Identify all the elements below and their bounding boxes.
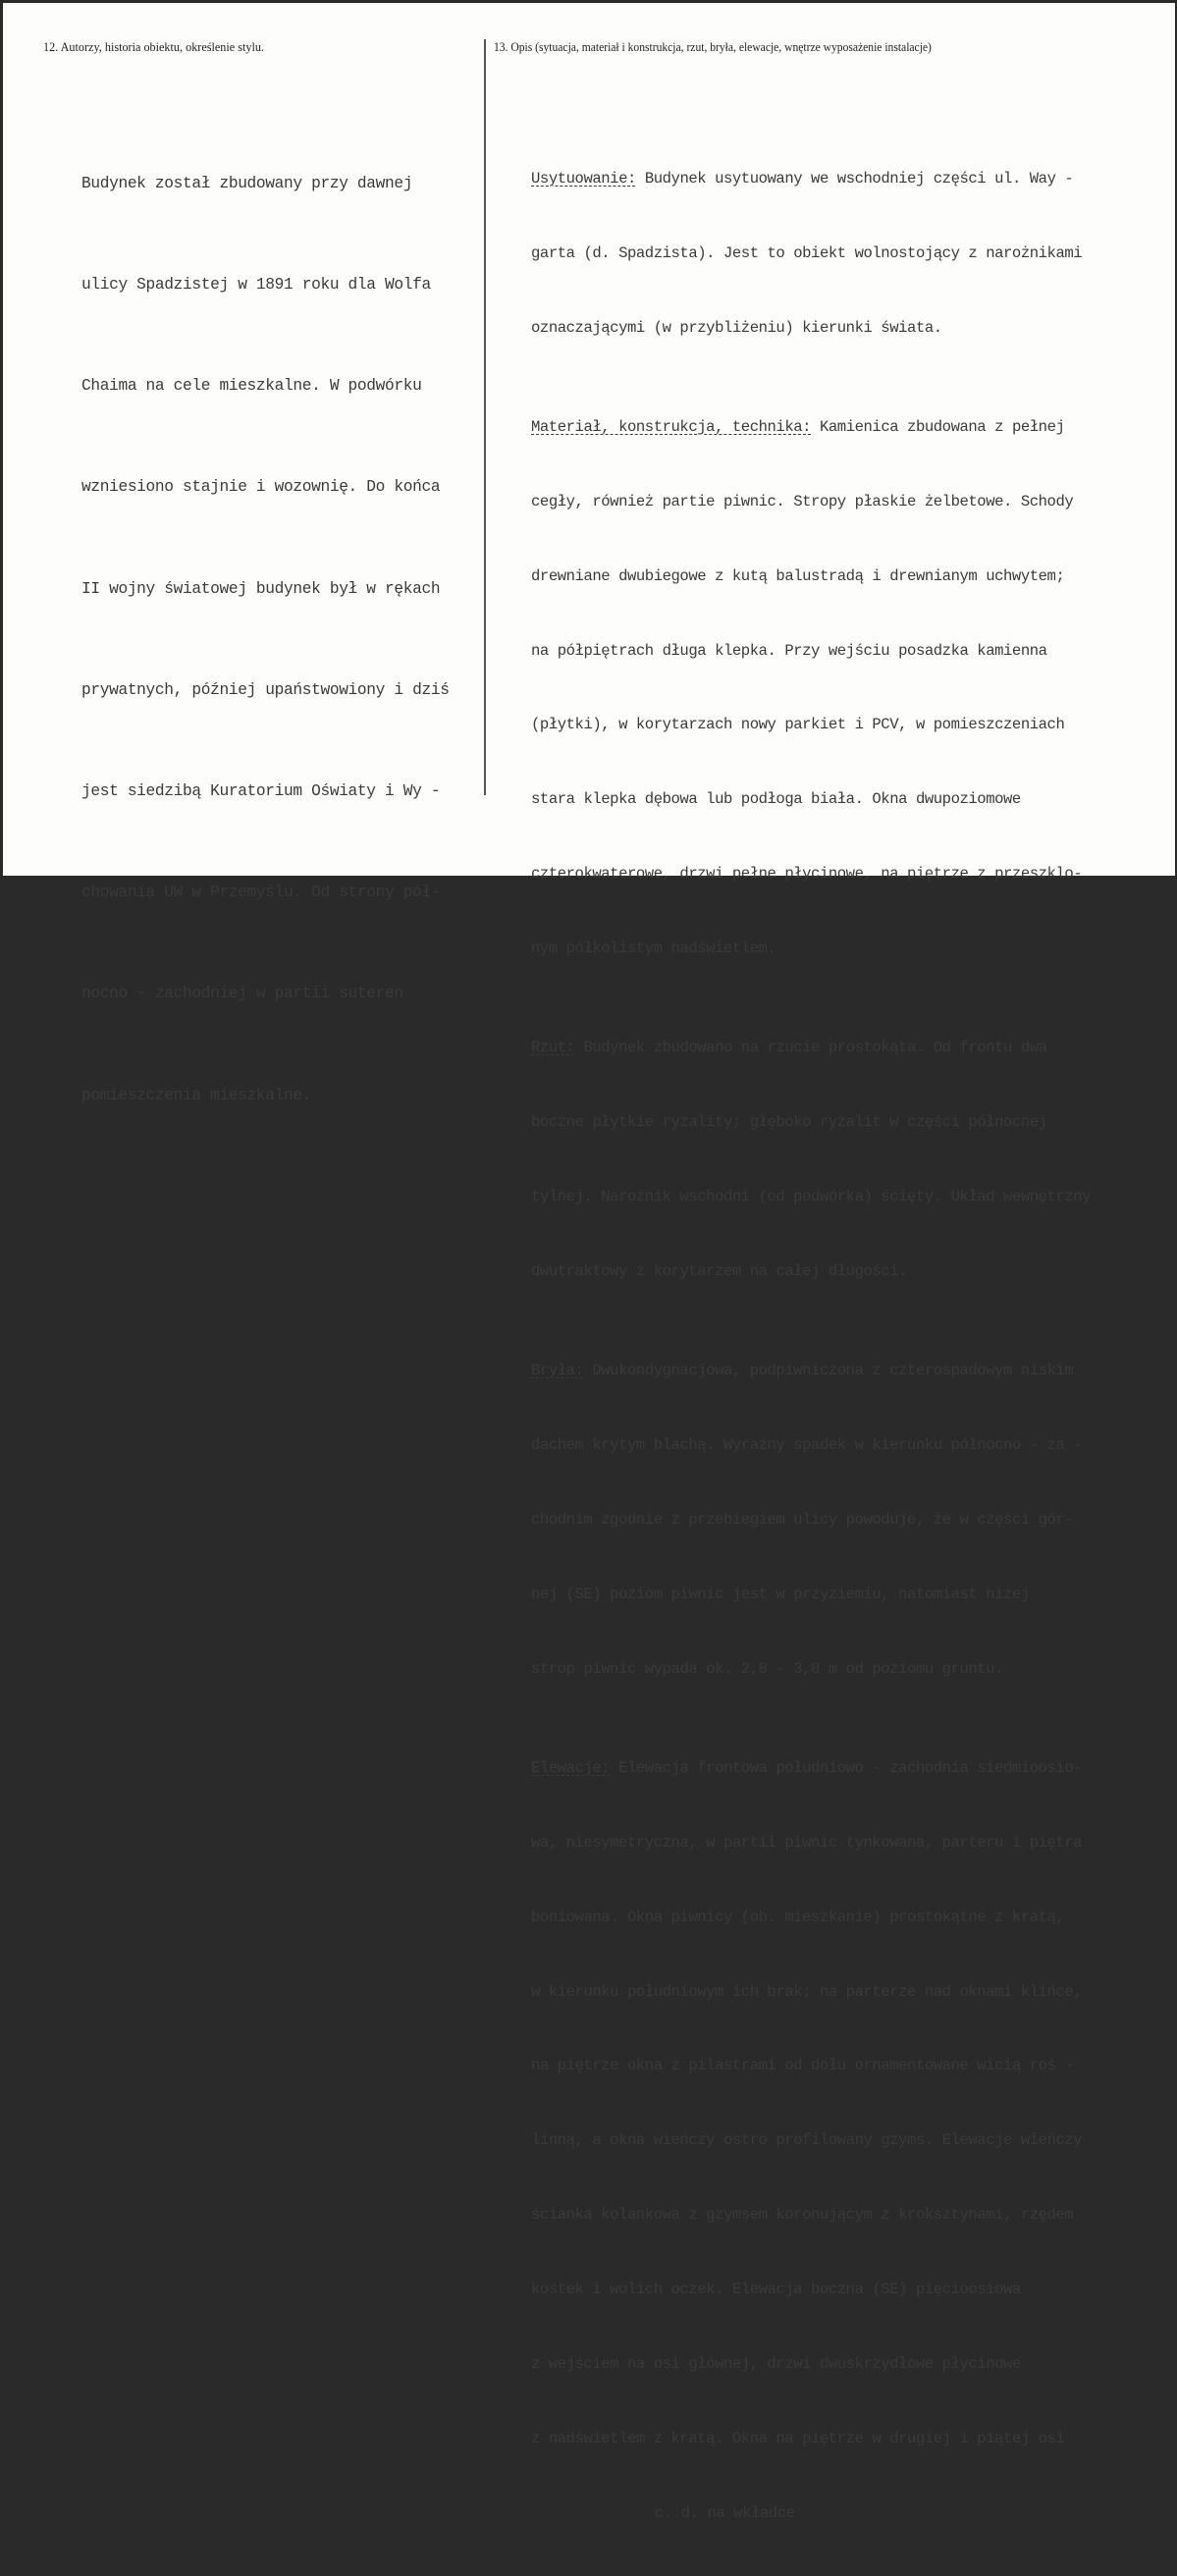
text-line: Chaima na cele mieszkalne. W podwórku (81, 377, 422, 396)
section-label: Usytuowanie: (531, 169, 636, 188)
text-line: z nadświetlem z kratą. Okna na piętrze w drugiej i piątej osi (531, 2429, 1065, 2447)
text-line: Budynek został zbudowany przy dawnej (81, 174, 413, 192)
text-line: cegły, również partie piwnic. Stropy płaskie żelbetowe. Schody (531, 492, 1074, 510)
text-line: prywatnych, później upaństwowiony i dziś (81, 680, 450, 699)
text-line: II wojny światowej budynek był w rękach (81, 579, 441, 598)
description-text (531, 92, 1091, 2576)
text-line: dachem krytym blachą. Wyraźny spadek w kierunku północno - za - (531, 1436, 1083, 1455)
text-line: pomieszczenia mieszkalne. (81, 1086, 312, 1104)
text-line: jest siedzibą Kuratorium Oświaty i Wy - (81, 782, 441, 801)
section-13-header: 13. Opis (sytuacja, materiał i konstrukcja, rzut, bryła, elewacje, wnętrze wyposażenie instalacje) (494, 40, 932, 54)
text-line: na półpiętrach długa klepka. Przy wejściu posadzka kamienna (531, 641, 1047, 660)
text-line: oznaczającymi (w przybliżeniu) kierunki świata. (531, 318, 942, 337)
text-line: ulicy Spadzistej w 1891 roku dla Wolfa (81, 276, 431, 295)
text-line: linną, a okna wieńczy ostro profilowany gzyms. Elewacje wieńczy (531, 2131, 1083, 2150)
text-line: drewniane dwubiegowe z kutą balustradą i drewnianym uchwytem; (531, 566, 1065, 585)
text-line: strop piwnic wypada ok. 2,8 - 3,0 m od poziomu gruntu. (531, 1659, 1004, 1678)
text-line: stara klepka dębowa lub podłoga biała. Okna dwupoziomowe (531, 790, 1021, 809)
text-line: kostek i wolich oczek. Elewacja boczna (SE) pięcioosiowa (531, 2281, 1021, 2299)
text-line: garta (d. Spadzista). Jest to obiekt wolnostojący z narożnikami (531, 243, 1083, 262)
section-label: Bryła: (531, 1362, 584, 1380)
continuation-note: c. d. na wkładce (655, 2503, 795, 2522)
text-line: wa, niesymetryczna, w partii piwnic tynkowana, parteru i piętra (531, 1833, 1083, 1852)
text-line: nocno - zachodniej w partii suteren (81, 985, 403, 1003)
section-label: Elewacje: (531, 1758, 611, 1777)
text-line: boniowana. Okna piwnicy (ob. mieszkanie) prostokątne z kratą, (531, 1907, 1065, 1926)
text-line: nym półkolistym nadświetlem. (531, 939, 776, 958)
section-elewacje (531, 1756, 1091, 1781)
text-line: chowania UW w Przemyślu. Od strony pół- (81, 884, 441, 902)
section-material (531, 415, 1091, 440)
section-rzut (531, 1036, 1091, 1060)
text-line: tylnej. Narożnik wschodni (od podwórka) ścięty. Układ wewnętrzny (531, 1188, 1092, 1207)
text-line: (płytki), w korytarzach nowy parkiet i PCV, w pomieszczeniach (531, 716, 1065, 734)
text-line: ścianka kolankowa z gzymsem koronującym z kroksztynami, rzędem (531, 2206, 1074, 2225)
text-line: Elewacja frontowa południowo - zachodnia siedmioosio- (610, 1758, 1083, 1777)
text-line: Budynek usytuowany we wschodniej części ul. Way - (635, 169, 1074, 188)
column-divider (484, 39, 486, 795)
text-line: wzniesiono stajnie i wozownię. Do końca (81, 478, 441, 497)
text-line: Kamienica zbudowana z pełnej (811, 417, 1065, 436)
section-label: Rzut: (531, 1039, 575, 1057)
text-line: na piętrze okna z pilastrami od dołu ornamentowane wicią roś - (531, 2057, 1074, 2075)
document-page (3, 3, 1175, 2522)
text-line: chodnim zgodnie z przebiegiem ulicy powoduje, że w części gór- (531, 1510, 1074, 1529)
section-usytuowanie (531, 167, 1091, 191)
text-line: dwutraktowy z korytarzem na całej długości. (531, 1261, 908, 1280)
text-line: Budynek zbudowano na rzucie prostokąta. Od frontu dwa (574, 1039, 1047, 1057)
text-line: czterokwaterowe, drzwi pełne płycinowe, na piętrze z przeszklo- (531, 865, 1083, 884)
section-bryla (531, 1359, 1091, 1383)
text-line: nej (SE) poziom piwnic jest w przyziemiu, natomiast niżej (531, 1584, 1030, 1603)
section-label: Materiał, konstrukcja, technika: (531, 417, 812, 436)
text-line: z wejściem na osi głównej, drzwi dwuskrzydłowe płycinowe (531, 2355, 1021, 2374)
text-line: Dwukondygnacjowa, podpiwniczona z czterospadowym niskim (583, 1362, 1074, 1380)
history-text (81, 99, 450, 1180)
text-line: w kierunku południowym ich brak; na parterze nad oknami klińce, (531, 1982, 1083, 2001)
section-12-header: 12. Autorzy, historia obiektu, określenie stylu. (43, 40, 264, 54)
text-line: boczne płytkie ryzality; głęboko ryzalit w części północnej (531, 1113, 1047, 1132)
